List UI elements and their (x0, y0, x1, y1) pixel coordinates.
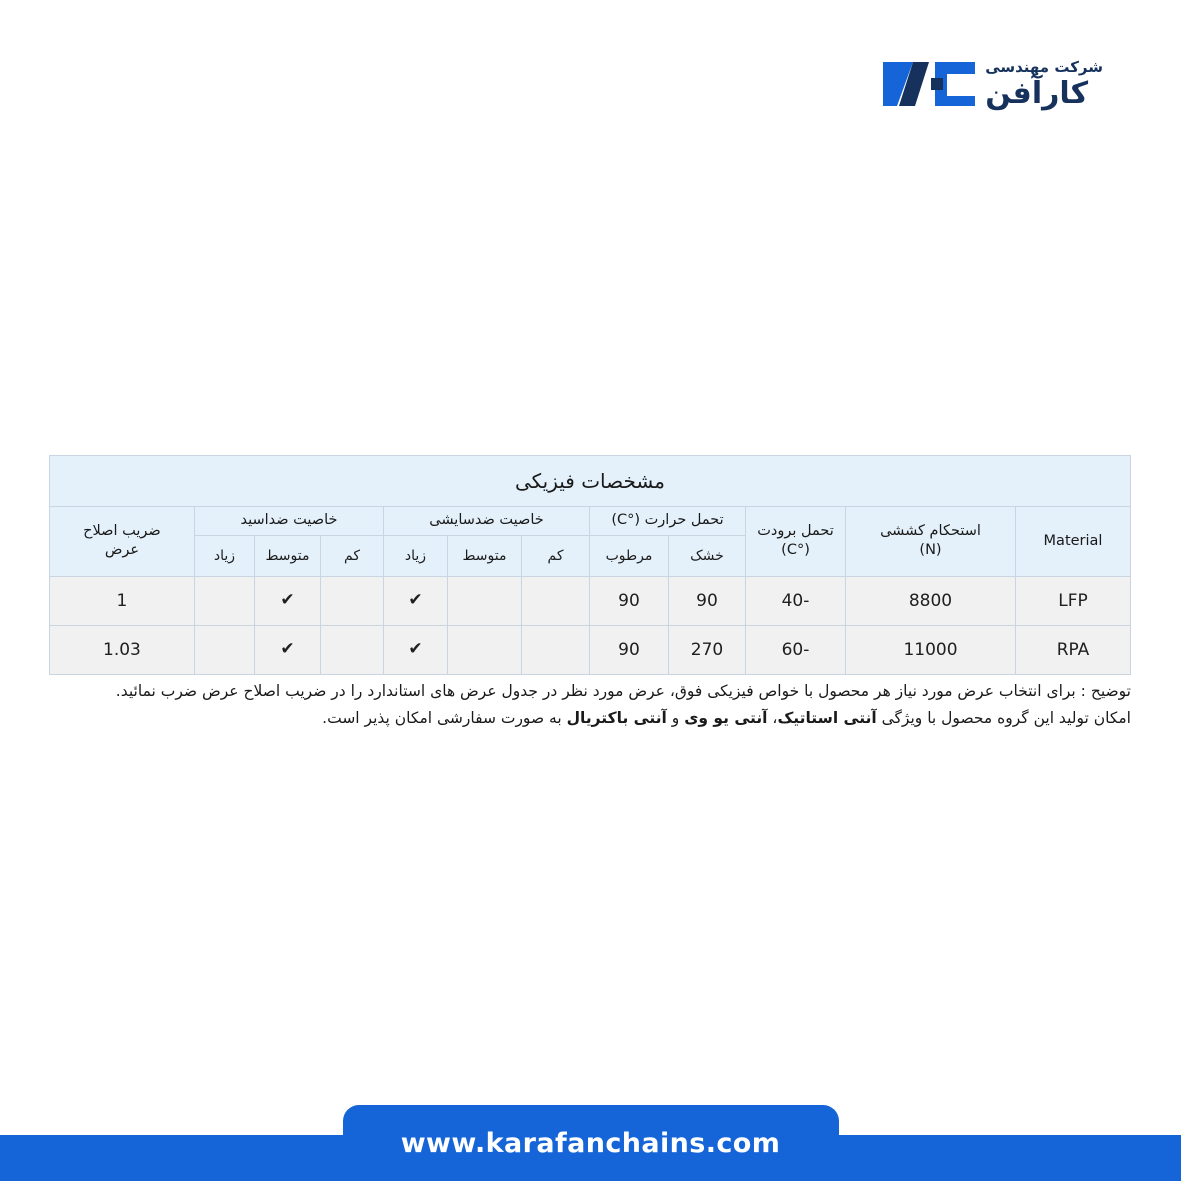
subheader-heat-dry: خشک (669, 535, 746, 576)
subheader-abrasion-mid: متوسط (448, 535, 522, 576)
logo-text (985, 57, 1103, 111)
cell-abrasion-mid (448, 576, 522, 625)
cell-heat-dry: 270 (669, 625, 746, 674)
cell-correction: 1 (49, 576, 194, 625)
karafan-logo-icon (883, 58, 975, 110)
cell-heat-wet: 90 (590, 576, 669, 625)
cell-tensile: 8800 (846, 576, 1016, 625)
subheader-acid-mid: متوسط (255, 535, 321, 576)
header-cold-line2: (°C) (781, 542, 810, 559)
table-row (49, 625, 1130, 674)
header-acid: خاصیت ضداسید (195, 507, 384, 536)
header-tensile-line2: (N) (919, 542, 942, 559)
header-correction-line2: عرض (104, 542, 140, 559)
header-tensile (846, 507, 1016, 577)
note-feature-uv: آنتی یو وی (684, 709, 768, 728)
logo-title: کارآفن (985, 75, 1089, 111)
note-line-2 (50, 705, 1131, 732)
note-line-1: توضیح : برای انتخاب عرض مورد نیاز هر محصول با خواص فیزیکی فوق، عرض مورد نظر در جدول عرض های استاندارد را در ضریب اصلاح عرض ضرب نمائید. (115, 682, 1131, 700)
table-title-row (49, 456, 1130, 507)
note-line2-prefix: امکان تولید این گروه محصول با ویژگی (876, 709, 1131, 728)
note-feature-antibacterial: آنتی باکتریال (566, 709, 667, 728)
header-correction-line1: ضریب اصلاح (83, 522, 161, 539)
physical-specs-table (50, 455, 1131, 675)
cell-acid-high (195, 625, 255, 674)
subheader-abrasion-low: کم (522, 535, 590, 576)
note-sep-2: و (666, 709, 685, 728)
cell-material: RPA (1016, 625, 1131, 674)
cell-acid-mid-check: ✔ (255, 576, 321, 625)
cell-heat-wet: 90 (590, 625, 669, 674)
cell-heat-dry: 90 (669, 576, 746, 625)
cell-material: LFP (1016, 576, 1131, 625)
cell-abrasion-low (522, 576, 590, 625)
note-line2-suffix: به صورت سفارشی امکان پذیر است. (322, 709, 567, 728)
header-cold-resistance (746, 507, 846, 577)
explanation-note (50, 678, 1131, 732)
subheader-abrasion-high: زیاد (384, 535, 448, 576)
logo-subtitle: شرکت مهندسی (985, 57, 1103, 76)
cell-acid-mid-check: ✔ (255, 625, 321, 674)
header-material: Material (1016, 507, 1131, 577)
header-tensile-line1: استحکام کششی (880, 522, 981, 539)
footer-website[interactable]: www.karafanchains.com (400, 1127, 781, 1159)
cell-abrasion-high-check: ✔ (384, 625, 448, 674)
header-width-correction (49, 507, 194, 577)
note-sep-1: ، (767, 709, 778, 728)
cell-cold: -60 (746, 625, 846, 674)
header-heat-resistance: تحمل حرارت (°C) (590, 507, 746, 536)
cell-abrasion-high-check: ✔ (384, 576, 448, 625)
header-cold-line1: تحمل برودت (757, 522, 834, 539)
cell-acid-low (321, 576, 384, 625)
cell-abrasion-mid (448, 625, 522, 674)
header-abrasion: خاصیت ضدسایشی (384, 507, 590, 536)
cell-acid-low (321, 625, 384, 674)
note-feature-antistatic: آنتی استاتیک (777, 709, 877, 728)
cell-acid-high (195, 576, 255, 625)
cell-cold: -40 (746, 576, 846, 625)
company-logo (883, 58, 1103, 110)
subheader-acid-low: کم (321, 535, 384, 576)
table-header-row (49, 507, 1130, 536)
table-row (49, 576, 1130, 625)
cell-abrasion-low (522, 625, 590, 674)
table-title: مشخصات فیزیکی (49, 456, 1130, 507)
subheader-acid-high: زیاد (195, 535, 255, 576)
cell-tensile: 11000 (846, 625, 1016, 674)
subheader-heat-wet: مرطوب (590, 535, 669, 576)
cell-correction: 1.03 (49, 625, 194, 674)
